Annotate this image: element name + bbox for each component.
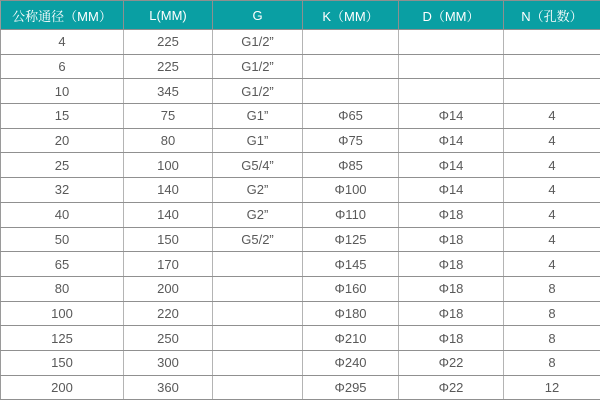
table-cell: 225 <box>124 54 213 79</box>
table-cell: Φ14 <box>399 128 504 153</box>
table-cell: Φ18 <box>399 227 504 252</box>
table-row-0 <box>1 30 600 55</box>
table-row-6 <box>1 178 600 203</box>
table-cell: Φ100 <box>303 178 399 203</box>
table-cell <box>213 350 303 375</box>
table-cell: 4 <box>504 202 600 227</box>
table-cell: Φ22 <box>399 350 504 375</box>
table-row-13 <box>1 350 600 375</box>
table-cell: G5/2” <box>213 227 303 252</box>
column-header-0: 公称通径（MM） <box>1 1 124 30</box>
table-cell: 32 <box>1 178 124 203</box>
table-cell: 220 <box>124 301 213 326</box>
table-cell: 80 <box>124 128 213 153</box>
table-cell <box>213 326 303 351</box>
table-row-14 <box>1 375 600 400</box>
table-cell: Φ18 <box>399 276 504 301</box>
table-cell: 4 <box>504 227 600 252</box>
table-cell: 140 <box>124 202 213 227</box>
table-cell: 8 <box>504 326 600 351</box>
table-cell: 140 <box>124 178 213 203</box>
table-cell <box>303 54 399 79</box>
table-row-2 <box>1 79 600 104</box>
table-cell: Φ125 <box>303 227 399 252</box>
column-header-2: G <box>213 1 303 30</box>
table-cell: Φ14 <box>399 178 504 203</box>
table-cell: Φ160 <box>303 276 399 301</box>
table-cell <box>504 30 600 55</box>
table-cell <box>303 79 399 104</box>
table-row-10 <box>1 276 600 301</box>
table-cell: G1/2” <box>213 54 303 79</box>
table-cell: Φ22 <box>399 375 504 400</box>
table-cell: 100 <box>1 301 124 326</box>
table-cell: Φ85 <box>303 153 399 178</box>
table-cell: Φ18 <box>399 301 504 326</box>
table-cell <box>213 375 303 400</box>
table-cell: 12 <box>504 375 600 400</box>
table-cell: 4 <box>504 153 600 178</box>
table-cell: Φ110 <box>303 202 399 227</box>
table-cell: 345 <box>124 79 213 104</box>
table-cell: 170 <box>124 252 213 277</box>
table-row-5 <box>1 153 600 178</box>
table-cell: 4 <box>1 30 124 55</box>
table-cell: 4 <box>504 128 600 153</box>
column-header-1: L(MM) <box>124 1 213 30</box>
table-cell <box>213 252 303 277</box>
table-row-9 <box>1 252 600 277</box>
table-row-7 <box>1 202 600 227</box>
table-cell <box>504 79 600 104</box>
table-row-4 <box>1 128 600 153</box>
table-cell: Φ210 <box>303 326 399 351</box>
table-cell: 200 <box>1 375 124 400</box>
table-cell: 50 <box>1 227 124 252</box>
table-cell: G1/2” <box>213 79 303 104</box>
table-cell: 250 <box>124 326 213 351</box>
table-cell: Φ14 <box>399 104 504 129</box>
spec-table-body <box>1 30 600 400</box>
table-cell: 75 <box>124 104 213 129</box>
table-cell: 225 <box>124 30 213 55</box>
table-cell: G1” <box>213 128 303 153</box>
spec-table-header <box>1 1 600 30</box>
table-cell: 4 <box>504 252 600 277</box>
table-cell: 40 <box>1 202 124 227</box>
table-row-3 <box>1 104 600 129</box>
table-cell: 10 <box>1 79 124 104</box>
table-cell: 150 <box>1 350 124 375</box>
table-cell: Φ295 <box>303 375 399 400</box>
table-cell: 6 <box>1 54 124 79</box>
table-cell: 125 <box>1 326 124 351</box>
table-cell <box>303 30 399 55</box>
table-cell: Φ145 <box>303 252 399 277</box>
table-row-12 <box>1 326 600 351</box>
column-header-5: N（孔数） <box>504 1 600 30</box>
table-cell: G2” <box>213 202 303 227</box>
table-cell: 80 <box>1 276 124 301</box>
table-cell: Φ75 <box>303 128 399 153</box>
table-cell: G5/4” <box>213 153 303 178</box>
table-cell: 300 <box>124 350 213 375</box>
table-cell: 15 <box>1 104 124 129</box>
table-cell: Φ18 <box>399 326 504 351</box>
table-cell <box>399 54 504 79</box>
table-cell: Φ14 <box>399 153 504 178</box>
table-cell <box>213 301 303 326</box>
table-cell: 8 <box>504 301 600 326</box>
table-cell: 20 <box>1 128 124 153</box>
table-cell <box>213 276 303 301</box>
table-cell: 100 <box>124 153 213 178</box>
table-cell: 360 <box>124 375 213 400</box>
table-cell: Φ18 <box>399 202 504 227</box>
table-row-1 <box>1 54 600 79</box>
table-cell: Φ180 <box>303 301 399 326</box>
table-cell <box>399 79 504 104</box>
column-header-4: D（MM） <box>399 1 504 30</box>
table-row-8 <box>1 227 600 252</box>
table-cell: 8 <box>504 276 600 301</box>
table-cell: 65 <box>1 252 124 277</box>
table-cell: 4 <box>504 104 600 129</box>
table-row-11 <box>1 301 600 326</box>
table-cell: 25 <box>1 153 124 178</box>
table-cell: 8 <box>504 350 600 375</box>
table-cell: 4 <box>504 178 600 203</box>
table-cell <box>399 30 504 55</box>
column-header-3: K（MM） <box>303 1 399 30</box>
table-cell: Φ18 <box>399 252 504 277</box>
table-cell <box>504 54 600 79</box>
header-row <box>1 1 600 30</box>
table-cell: G1/2” <box>213 30 303 55</box>
table-cell: 200 <box>124 276 213 301</box>
table-cell: Φ240 <box>303 350 399 375</box>
table-cell: G1” <box>213 104 303 129</box>
table-cell: Φ65 <box>303 104 399 129</box>
table-cell: 150 <box>124 227 213 252</box>
table-cell: G2” <box>213 178 303 203</box>
